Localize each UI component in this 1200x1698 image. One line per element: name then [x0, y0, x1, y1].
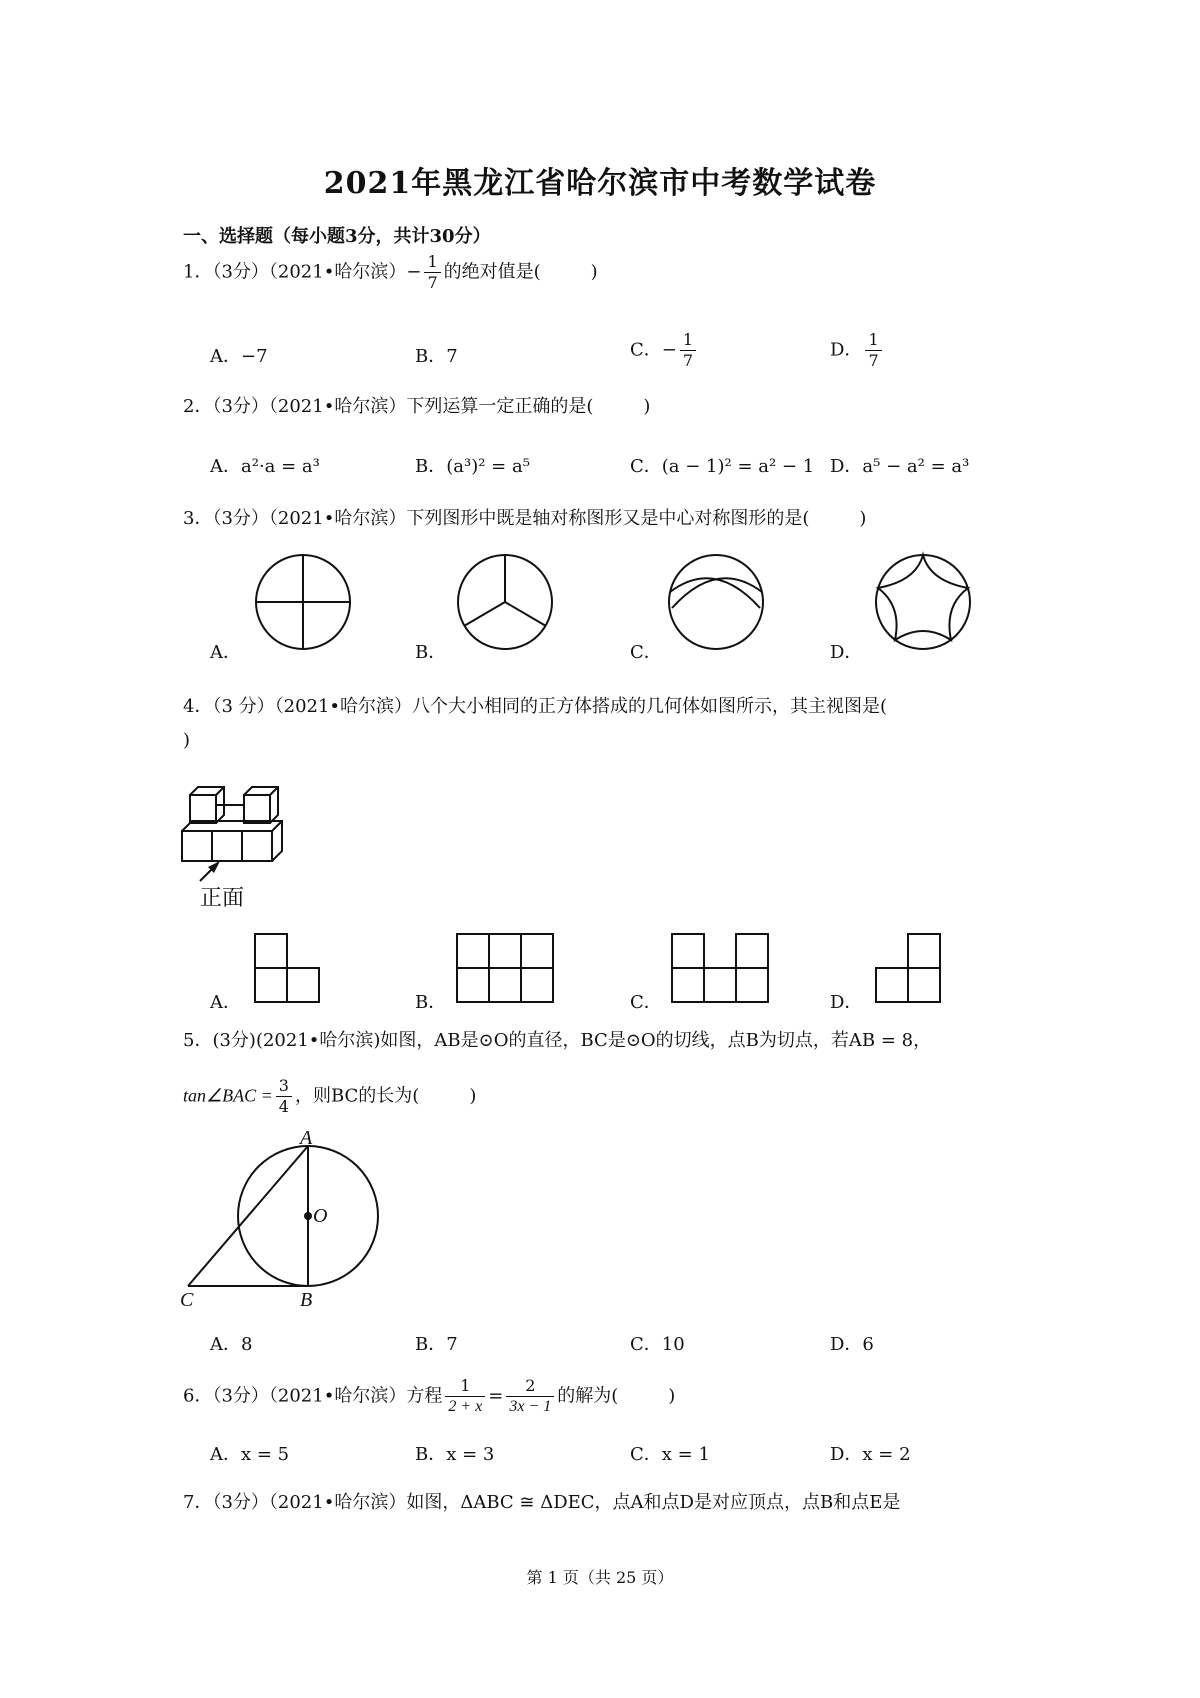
option-b[interactable]: B．: [415, 992, 447, 1013]
circle-trisected-figure: [458, 555, 552, 649]
tan-expression: tan∠BAC =: [183, 1085, 273, 1106]
page-footer: 第 1 页（共 25 页）: [526, 1568, 674, 1587]
fraction: [276, 1076, 292, 1117]
fraction: [865, 330, 881, 371]
paren-close: ): [183, 730, 191, 751]
option-d[interactable]: D．: [830, 992, 863, 1013]
option-d[interactable]: [830, 330, 885, 371]
question-text: 下列运算一定正确的是(: [406, 396, 594, 417]
paren-close: ): [859, 508, 867, 529]
question-5-line-1: [183, 1030, 931, 1052]
question-number: 5．: [183, 1030, 213, 1051]
question-2: [183, 396, 650, 418]
question-3: [183, 508, 866, 530]
option-d[interactable]: D．6: [830, 1334, 874, 1355]
question-number: 1．: [183, 261, 213, 283]
question-number: 3．: [183, 508, 213, 529]
page-title: 2021年黑龙江省哈尔滨市中考数学试卷: [323, 166, 877, 201]
fraction: [445, 1376, 485, 1417]
option-d[interactable]: D．a⁵ − a² = a³: [830, 456, 970, 477]
label-o: O: [313, 1205, 328, 1227]
option-a[interactable]: A．: [210, 992, 241, 1013]
question-text: (3分)(2021•哈尔滨)如图，AB是⊙O的直径，BC是⊙O的切线，点B为切点，若AB = 8，: [212, 1030, 932, 1051]
question-1: [183, 252, 598, 293]
question-number: 4．: [183, 696, 213, 717]
equals-sign: =: [488, 1385, 504, 1407]
fraction-numerator: 2: [506, 1376, 554, 1397]
option-a[interactable]: A．−7: [210, 346, 268, 367]
option-label: C．−: [630, 339, 677, 361]
option-c[interactable]: [630, 330, 699, 371]
fraction: [680, 330, 696, 371]
question-source: （3分）（2021•哈尔滨）: [212, 396, 407, 417]
section-heading: 一、选择题（每小题3分，共计30分）: [183, 226, 491, 247]
circle-star-figure: [876, 555, 970, 649]
fraction-numerator: 1: [445, 1376, 485, 1397]
option-b[interactable]: B．7: [415, 346, 458, 367]
option-c[interactable]: C．x = 1: [630, 1444, 710, 1465]
fraction-numerator: 1: [424, 252, 440, 273]
fraction-numerator: 3: [276, 1076, 292, 1097]
option-b[interactable]: B．7: [415, 1334, 458, 1355]
option-b[interactable]: B．: [415, 642, 447, 663]
paren-close: ): [643, 396, 651, 417]
option-d[interactable]: D．x = 2: [830, 1444, 911, 1465]
question-text: （3 分）（2021•哈尔滨）八个大小相同的正方体搭成的几何体如图所示，其主视图是(: [212, 696, 888, 717]
option-label: D．: [830, 339, 863, 361]
option-b[interactable]: B．x = 3: [415, 1444, 495, 1465]
question-text: 下列图形中既是轴对称图形又是中心对称图形的是(: [406, 508, 810, 529]
question-4: [183, 690, 1023, 758]
question-text: 的绝对值是(: [443, 261, 541, 283]
minus-sign: −: [406, 261, 422, 283]
option-a[interactable]: A．: [210, 642, 241, 663]
question-source: （3分）（2021•哈尔滨）: [212, 1492, 407, 1513]
label-a: A: [300, 1127, 313, 1149]
fraction: [506, 1376, 554, 1417]
figure-q3-circles: [0, 556, 1200, 676]
fraction-numerator: 1: [680, 330, 696, 351]
view-option-c[interactable]: [670, 932, 775, 1007]
question-source: （3分）（2021•哈尔滨）: [212, 261, 407, 283]
question-text: 如图，ΔABC ≅ ΔDEC，点A和点D是对应顶点，点B和点E是: [406, 1492, 901, 1513]
fraction-numerator: 1: [865, 330, 881, 351]
question-6: [183, 1376, 675, 1417]
fraction-denominator: 7: [427, 273, 438, 292]
option-c[interactable]: C．: [630, 642, 662, 663]
circle-arcs-figure: [669, 555, 763, 649]
option-b[interactable]: B．(a³)² = a⁵: [415, 456, 530, 477]
view-option-a[interactable]: [253, 932, 323, 1007]
question-number: 6．: [183, 1385, 213, 1407]
option-c[interactable]: C．: [630, 992, 662, 1013]
figure-q5-circle: [180, 1127, 400, 1320]
paren-close: ): [668, 1385, 676, 1407]
paren-close: ): [590, 261, 598, 283]
circle-cross-figure: [256, 555, 350, 649]
option-c[interactable]: C．10: [630, 1334, 685, 1355]
fraction-denominator: 2 + x: [448, 1398, 483, 1415]
fraction: [424, 252, 440, 293]
question-text: 方程: [406, 1385, 443, 1407]
label-b: B: [300, 1289, 313, 1311]
paren-close: ): [469, 1085, 477, 1107]
view-option-b[interactable]: [455, 932, 560, 1007]
option-a[interactable]: A．8: [210, 1334, 253, 1355]
fraction-denominator: 3x − 1: [509, 1398, 552, 1415]
center-point: [304, 1212, 312, 1220]
fraction-denominator: 4: [278, 1097, 289, 1116]
option-d[interactable]: D．: [830, 642, 863, 663]
question-source: （3分）（2021•哈尔滨）: [212, 508, 407, 529]
label-c: C: [180, 1289, 194, 1311]
question-7: [183, 1492, 900, 1514]
fraction-denominator: 7: [868, 351, 879, 370]
question-number: 2．: [183, 396, 213, 417]
figure-q4-cubes: [180, 775, 320, 935]
question-source: （3分）（2021•哈尔滨）: [212, 1385, 407, 1407]
option-c[interactable]: C．(a − 1)² = a² − 1: [630, 456, 815, 477]
question-number: 7．: [183, 1492, 213, 1513]
option-a[interactable]: A．a²·a = a³: [210, 456, 320, 477]
question-text: 的解为(: [557, 1385, 619, 1407]
view-option-d[interactable]: [872, 932, 947, 1007]
question-text: ，则BC的长为(: [294, 1085, 420, 1107]
option-a[interactable]: A．x = 5: [210, 1444, 290, 1465]
question-5-line-2: [183, 1076, 476, 1117]
fraction-denominator: 7: [682, 351, 694, 370]
front-label: 正面: [200, 885, 245, 910]
